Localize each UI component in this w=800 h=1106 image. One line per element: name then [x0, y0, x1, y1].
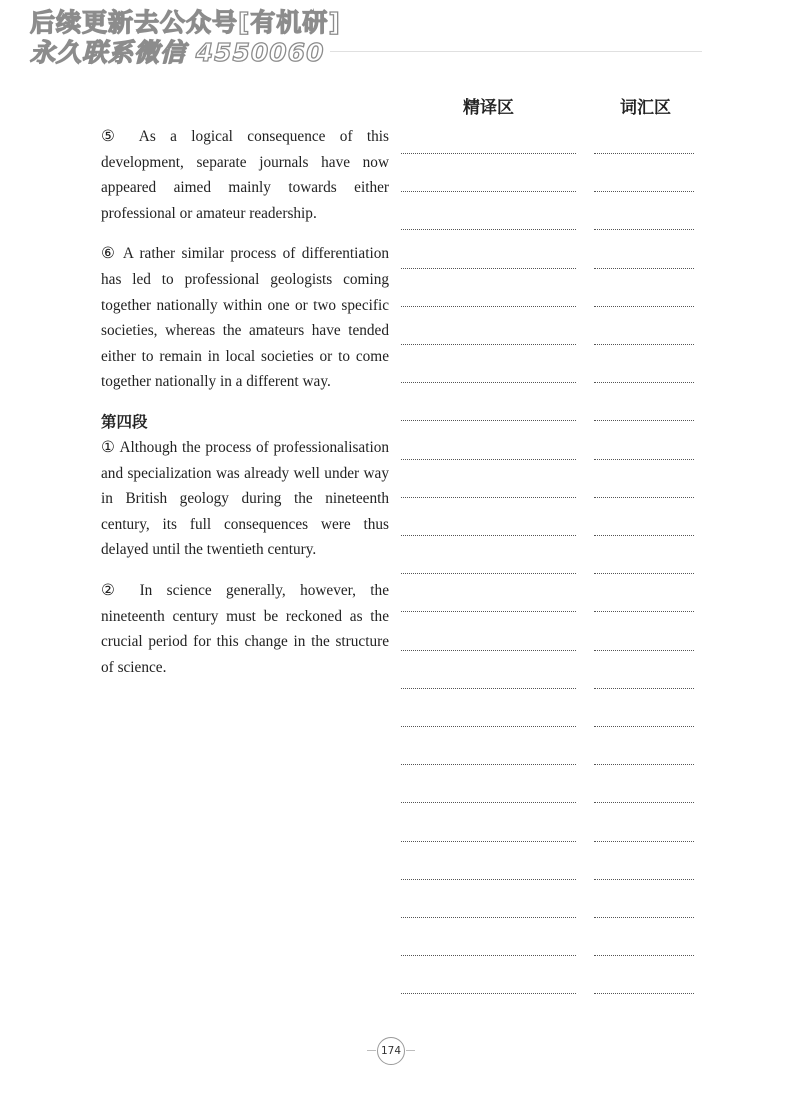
watermark [30, 8, 350, 68]
translation-writing-line [401, 459, 576, 460]
paragraph-text: Although the process of professionalisation and specialization was already well under way in British geology during the nineteenth century, its full consequences were thus delayed until the twentieth century. [101, 438, 389, 559]
vocabulary-writing-line [594, 382, 694, 383]
passage-text [101, 124, 389, 695]
translation-writing-line [401, 611, 576, 612]
translation-writing-line [401, 191, 576, 192]
vocabulary-writing-line [594, 229, 694, 230]
vocabulary-writing-line [594, 420, 694, 421]
paragraph-marker: ① [101, 438, 116, 456]
vocabulary-writing-line [594, 306, 694, 307]
vocabulary-writing-line [594, 955, 694, 956]
paragraph-6 [101, 241, 389, 395]
translation-writing-line [401, 764, 576, 765]
vocabulary-writing-line [594, 726, 694, 727]
page-number: 174 [377, 1037, 405, 1065]
vocabulary-writing-line [594, 841, 694, 842]
paragraph-marker: ⑤ [101, 128, 126, 145]
translation-writing-line [401, 955, 576, 956]
translation-writing-line [401, 153, 576, 154]
header-rule [330, 51, 702, 52]
section-paragraph-2 [101, 578, 389, 680]
translation-writing-line [401, 306, 576, 307]
vocabulary-writing-line [594, 802, 694, 803]
vocabulary-writing-line [594, 573, 694, 574]
vocabulary-writing-line [594, 611, 694, 612]
vocabulary-writing-line [594, 917, 694, 918]
paragraph-text: In science generally, however, the nineteenth century must be reckoned as the crucial period for this change in the structure of science. [101, 581, 389, 676]
vocabulary-writing-line [594, 153, 694, 154]
translation-writing-line [401, 229, 576, 230]
translation-writing-line [401, 802, 576, 803]
translation-column-heading: 精译区 [463, 98, 514, 118]
vocabulary-writing-line [594, 344, 694, 345]
translation-writing-line [401, 688, 576, 689]
vocabulary-writing-line [594, 650, 694, 651]
translation-writing-line [401, 650, 576, 651]
vocabulary-writing-line [594, 497, 694, 498]
translation-writing-line [401, 497, 576, 498]
vocabulary-column-heading: 词汇区 [620, 98, 671, 118]
translation-writing-line [401, 573, 576, 574]
vocabulary-writing-line [594, 459, 694, 460]
section-paragraph-1 [101, 435, 389, 563]
section-title: 第四段 [101, 412, 148, 431]
vocabulary-writing-line [594, 268, 694, 269]
paragraph-marker: ② [101, 581, 126, 599]
translation-writing-line [401, 841, 576, 842]
paragraph-5 [101, 124, 389, 226]
translation-writing-line [401, 993, 576, 994]
vocabulary-writing-line [594, 764, 694, 765]
vocabulary-writing-line [594, 191, 694, 192]
vocabulary-writing-line [594, 993, 694, 994]
vocabulary-writing-line [594, 688, 694, 689]
paragraph-text: As a logical consequence of this development, separate journals have now appeared aimed mainly towards either professional or amateur readership. [101, 128, 390, 222]
translation-writing-line [401, 344, 576, 345]
paragraph-marker: ⑥ [101, 245, 118, 263]
translation-writing-line [401, 268, 576, 269]
vocabulary-writing-line [594, 879, 694, 880]
vocabulary-writing-line [594, 535, 694, 536]
translation-writing-line [401, 535, 576, 536]
watermark-line-2: 永久联系微信 4550060 [30, 38, 325, 67]
translation-writing-line [401, 879, 576, 880]
translation-writing-line [401, 420, 576, 421]
translation-writing-line [401, 917, 576, 918]
translation-writing-line [401, 382, 576, 383]
watermark-line-1: 后续更新去公众号[有机研] [30, 8, 341, 37]
translation-writing-line [401, 726, 576, 727]
paragraph-text: A rather similar process of differentiation has led to professional geologists coming together nationally within one or two specific societies, whereas the amateurs have tended either to remain in local societies or to come together nationally in a different way. [101, 245, 390, 391]
